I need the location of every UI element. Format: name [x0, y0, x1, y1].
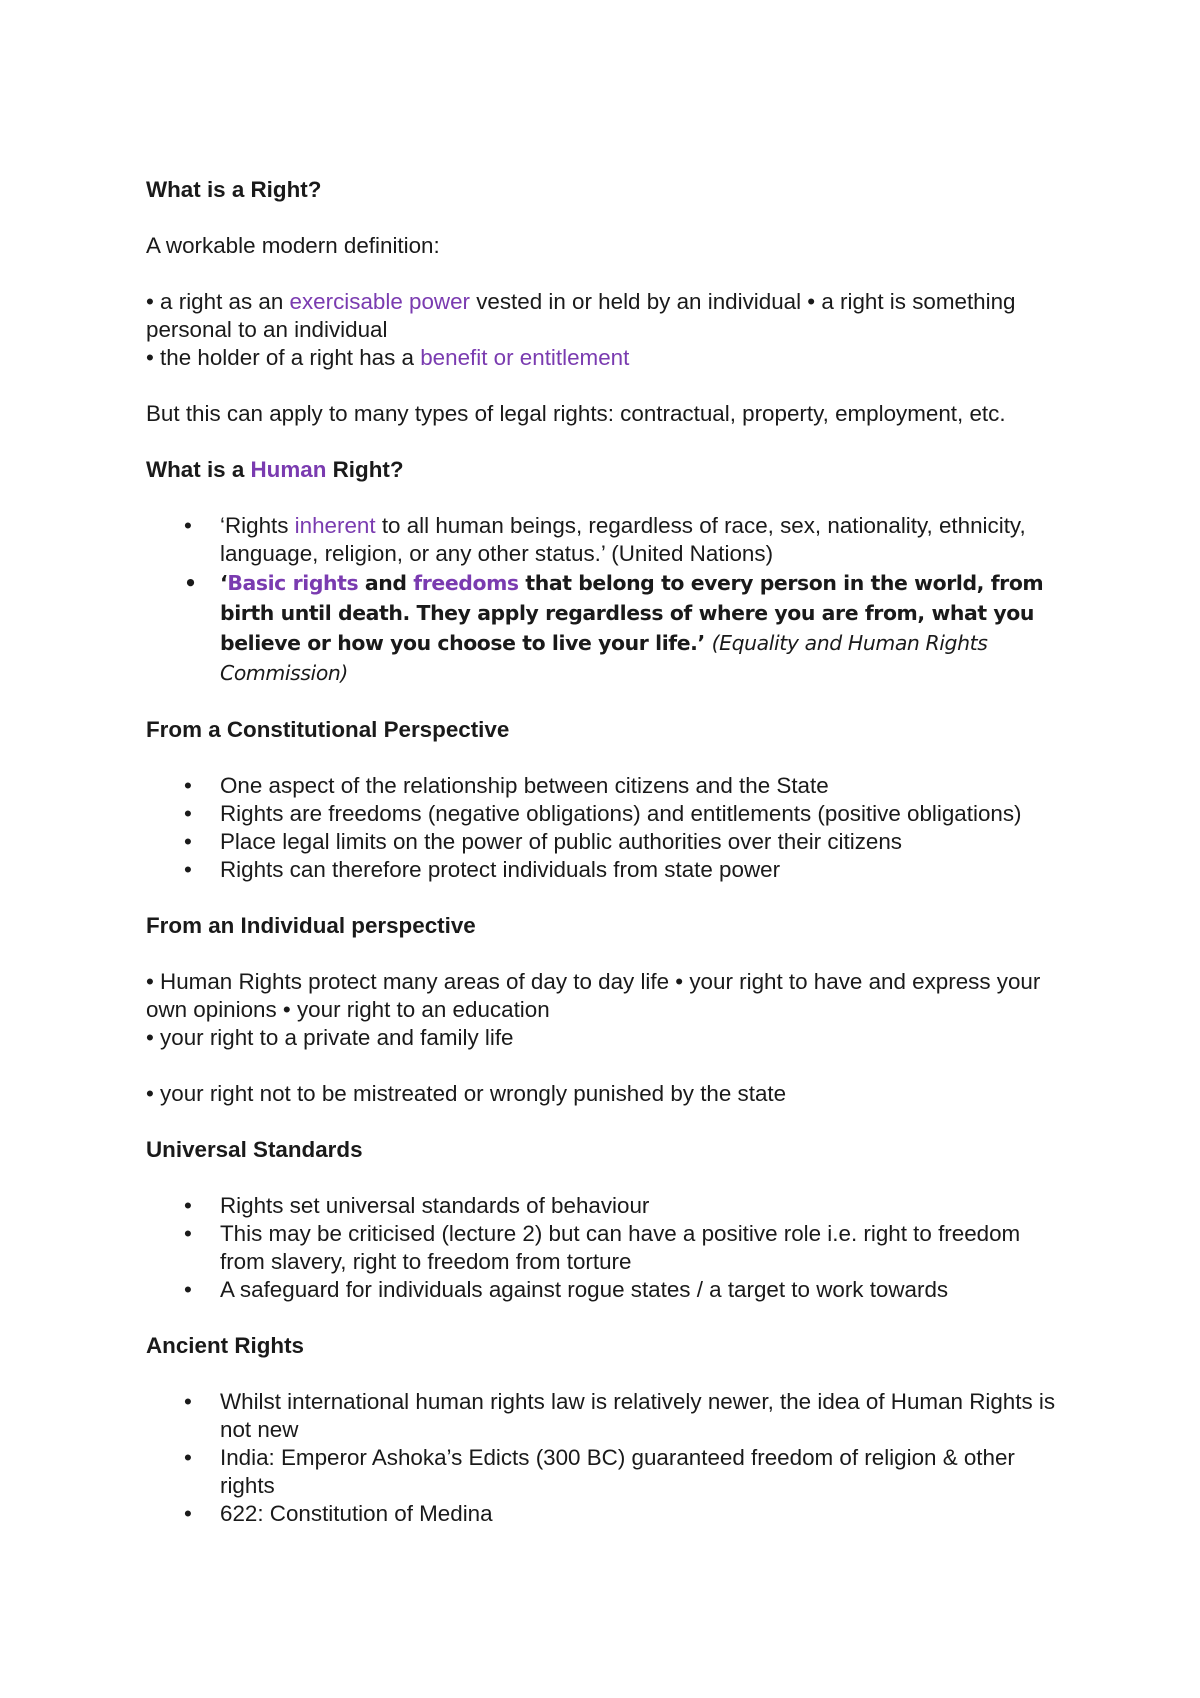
list-item: • Whilst international human rights law is relatively newer, the idea of Human Rights is not new [146, 1388, 1066, 1444]
heading-ancient-rights: Ancient Rights [146, 1333, 304, 1358]
text-run: • a right as an [146, 289, 290, 314]
text-run: vested in or held by an individual • a right is something personal to an individual [146, 289, 1016, 342]
ancient-rights-list [146, 1388, 1066, 1528]
list-item [146, 568, 1066, 688]
list-item: • Rights set universal standards of behaviour [146, 1192, 1066, 1220]
list-item: • A safeguard for individuals against rogue states / a target to work towards [146, 1276, 1066, 1304]
constitutional-list [146, 772, 1066, 884]
heading-individual-perspective: From an Individual perspective [146, 913, 476, 938]
list-item: • India: Emperor Ashoka’s Edicts (300 BC) guaranteed freedom of religion & other rights [146, 1444, 1066, 1500]
text-run: ‘ [220, 571, 228, 595]
citation: (Equality and Human Rights Commission) [220, 631, 988, 685]
heading-constitutional-perspective: From a Constitutional Perspective [146, 717, 510, 742]
individual-line-1: • Human Rights protect many areas of day to day life • your right to have and express your own opinions • your right to an education [146, 969, 1041, 1022]
text-run: that belong to every person in the world, from birth until death. They apply regardless of where you are from, what you believe or how you choose to live your life.’ [220, 571, 1044, 655]
list-item: • One aspect of the relationship between citizens and the State [146, 772, 1066, 800]
heading-what-is-a-human-right [146, 456, 1066, 484]
individual-line-2: • your right to a private and family life [146, 1025, 514, 1050]
highlight-inherent: inherent [294, 513, 376, 538]
definition-line-2 [146, 344, 1066, 372]
highlight-human: Human [250, 457, 327, 482]
text-run: ‘Rights [220, 513, 295, 538]
list-item: • Rights are freedoms (negative obligations) and entitlements (positive obligations) [146, 800, 1066, 828]
list-item: • 622: Constitution of Medina [146, 1500, 1066, 1528]
list-item: • Rights can therefore protect individuals from state power [146, 856, 1066, 884]
text-run: What is a [146, 457, 251, 482]
intro-text: A workable modern definition: [146, 233, 440, 258]
highlight-freedoms: freedoms [413, 571, 519, 595]
list-item [146, 512, 1066, 568]
heading-what-is-a-right: What is a Right? [146, 177, 322, 202]
text-run: • the holder of a right has a [146, 345, 421, 370]
universal-standards-list [146, 1192, 1066, 1304]
document-body [146, 176, 1066, 1528]
text-run: and [358, 571, 414, 595]
highlight-benefit-or-entitlement: benefit or entitlement [420, 345, 630, 370]
text-run: Right? [326, 457, 404, 482]
list-item: • This may be criticised (lecture 2) but can have a positive role i.e. right to freedom from slavery, right to freedom from torture [146, 1220, 1066, 1276]
text-run: to all human beings, regardless of race, sex, nationality, ethnicity, language, religion, or any other status.’ (United Nations) [220, 513, 1026, 566]
list-item: • Place legal limits on the power of public authorities over their citizens [146, 828, 1066, 856]
highlight-exercisable-power: exercisable power [289, 289, 470, 314]
individual-line-3: • your right not to be mistreated or wrongly punished by the state [146, 1081, 787, 1106]
heading-universal-standards: Universal Standards [146, 1137, 363, 1162]
definition-line-1 [146, 288, 1066, 344]
highlight-basic-rights: Basic rights [227, 571, 359, 595]
legal-rights-paragraph: But this can apply to many types of legal rights: contractual, property, employment, etc. [146, 401, 1006, 426]
human-right-definitions [146, 512, 1066, 688]
